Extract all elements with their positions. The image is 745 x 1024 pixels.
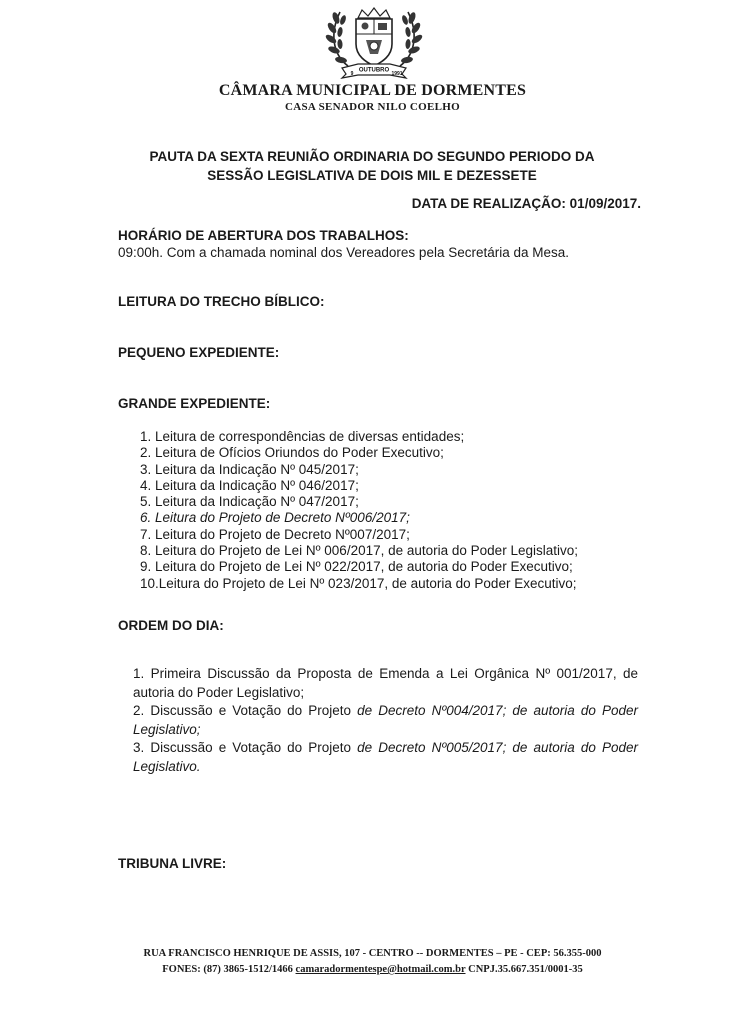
opening-text: 09:00h. Com a chamada nominal dos Vereadores pela Secretária da Mesa. (118, 245, 570, 260)
footer-cnpj: CNPJ.35.667.351/0001-35 (468, 964, 583, 975)
item-italic-text: de Decreto Nº005/2017; de autoria do Poder Legislativo. (133, 740, 638, 774)
footer-address: RUA FRANCISCO HENRIQUE DE ASSIS, 107 - CENTRO -- DORMENTES – PE - CEP: 56.355-000 (143, 948, 602, 959)
ordem-do-dia-list (133, 665, 638, 777)
list-item: 10.Leitura do Projeto de Lei Nº 023/2017, de autoria do Poder Executivo; (140, 575, 577, 591)
list-item: 7. Leitura do Projeto de Decreto Nº007/2017; (140, 526, 410, 542)
item-text: 3. Discussão e Votação do Projeto (133, 740, 358, 756)
organization-name: CÂMARA MUNICIPAL DE DORMENTES (218, 82, 527, 99)
item-text: 2. Discussão e Votação do Projeto (133, 703, 358, 719)
pequeno-expediente-heading: PEQUENO EXPEDIENTE: (118, 345, 280, 360)
list-item: 2. Leitura de Ofícios Oriundos do Poder Executivo; (140, 445, 444, 461)
list-item: 6. Leitura do Projeto de Decreto Nº006/2017; (140, 510, 410, 526)
list-item: 1. Primeira Discussão da Proposta de Emenda a Lei Orgânica Nº 001/2017, de autoria do Poder Legislativo; (133, 666, 638, 700)
list-item: 9. Leitura do Projeto de Lei Nº 022/2017, de autoria do Poder Executivo; (140, 559, 573, 575)
opening-heading: HORÁRIO DE ABERTURA DOS TRABALHOS: (118, 228, 409, 243)
ordem-do-dia-heading: ORDEM DO DIA: (118, 618, 224, 633)
list-item (133, 739, 638, 776)
crest-day-text: 9 (350, 71, 354, 77)
crest-year-text: 1991 (391, 71, 403, 77)
agenda-title (112, 147, 632, 185)
house-name: CASA SENADOR NILO COELHO (285, 101, 460, 113)
list-item: 4. Leitura da Indicação Nº 046/2017; (140, 477, 359, 493)
list-item: 1. Leitura de correspondências de diversas entidades; (140, 429, 465, 444)
coat-of-arms-emblem (318, 4, 430, 82)
footer-phones: FONES: (87) 3865-1512/1466 (162, 964, 293, 975)
meeting-date: DATA DE REALIZAÇÃO: 01/09/2017. (411, 196, 641, 211)
list-item (133, 702, 638, 739)
list-item: 5. Leitura da Indicação Nº 047/2017; (140, 494, 359, 510)
list-item: 8. Leitura do Projeto de Lei Nº 006/2017, de autoria do Poder Legislativo; (140, 543, 578, 559)
grande-expediente-list (140, 429, 578, 592)
item-italic-text: de Decreto Nº004/2017; de autoria do Poder Legislativo; (133, 703, 638, 737)
footer-contacts (0, 964, 745, 975)
agenda-title-line-1: PAUTA DA SEXTA REUNIÃO ORDINARIA DO SEGUNDO PERIODO DA (149, 149, 595, 164)
bible-reading-heading: LEITURA DO TRECHO BÍBLICO: (118, 294, 325, 309)
grande-expediente-heading: GRANDE EXPEDIENTE: (118, 396, 271, 411)
footer-email-link[interactable]: camaradormentespe@hotmail.com.br (295, 964, 466, 975)
list-item: 3. Leitura da Indicação Nº 045/2017; (140, 461, 359, 477)
tribuna-livre-heading: TRIBUNA LIVRE: (118, 856, 227, 871)
agenda-title-line-2: SESSÃO LEGISLATIVA DE DOIS MIL E DEZESSETE (207, 168, 537, 183)
crest-ribbon-text: OUTUBRO (358, 67, 390, 74)
